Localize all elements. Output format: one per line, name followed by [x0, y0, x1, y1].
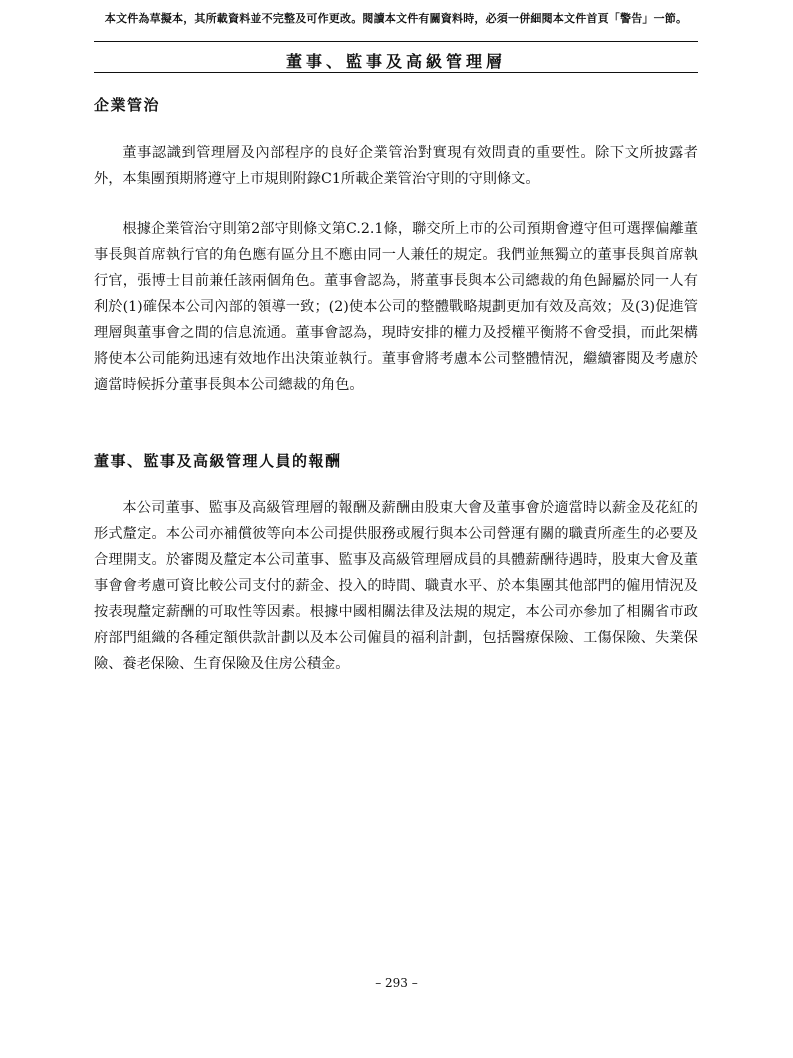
section-heading-corporate-governance: 企業管治 — [94, 96, 161, 114]
paragraph-chairman-ceo-roles: 根據企業管治守則第2部守則條文第C.2.1條，聯交所上市的公司預期會遵守但可選擇偏離董事長與首席執行官的角色應有區分且不應由同一人兼任的規定。我們並無獨立的董事長與首席執行官，張博士目前兼任該兩個角色。董事會認為，將董事長與本公司總裁的角色歸屬於同一人有利於(1)確保本公司內部的領導一致；(2)使本公司的整體戰略規劃更加有效及高效；及(3)促進管理層與董事會之間的信息流通。董事會認為，現時安排的權力及授權平衡將不會受損，而此架構將使本公司能夠迅速有效地作出決策並執行。董事會將考慮本公司整體情況，繼續審閱及考慮於適當時候拆分董事長與本公司總裁的角色。 — [94, 221, 698, 393]
paragraph-remuneration-policy: 本公司董事、監事及高級管理層的報酬及薪酬由股東大會及董事會於適當時以薪金及花紅的形式釐定。本公司亦補償彼等向本公司提供服務或履行與本公司營運有關的職責所產生的必要及合理開支。於審閱及釐定本公司董事、監事及高級管理層成員的具體薪酬待遇時，股東大會及董事會會考慮可資比較公司支付的薪金、投入的時間、職責水平、於本集團其他部門的僱用情況及按表現釐定薪酬的可取性等因素。根據中國相關法律及法規的規定，本公司亦參加了相關省市政府部門組織的各種定額供款計劃以及本公司僱員的福利計劃，包括醫療保險、工傷保險、失業保險、養老保險、生育保險及住房公積金。 — [94, 500, 698, 672]
header-rule-bottom — [94, 72, 698, 73]
section-heading-remuneration: 董事、監事及高級管理人員的報酬 — [94, 452, 342, 470]
header-rule-top — [94, 41, 698, 42]
draft-warning-notice: 本文件為草擬本，其所載資料並不完整及可作更改。閱讀本文件有關資料時，必須一併細閱本文件首頁「警告」一節。 — [104, 12, 688, 25]
chapter-title: 董事、監事及高級管理層 — [285, 52, 506, 71]
paragraph-governance-compliance: 董事認識到管理層及內部程序的良好企業管治對實現有效問責的重要性。除下文所披露者外，本集團預期將遵守上市規則附錄C1所載企業管治守則的守則條文。 — [94, 145, 698, 187]
page-number: – 293 – — [375, 976, 418, 990]
